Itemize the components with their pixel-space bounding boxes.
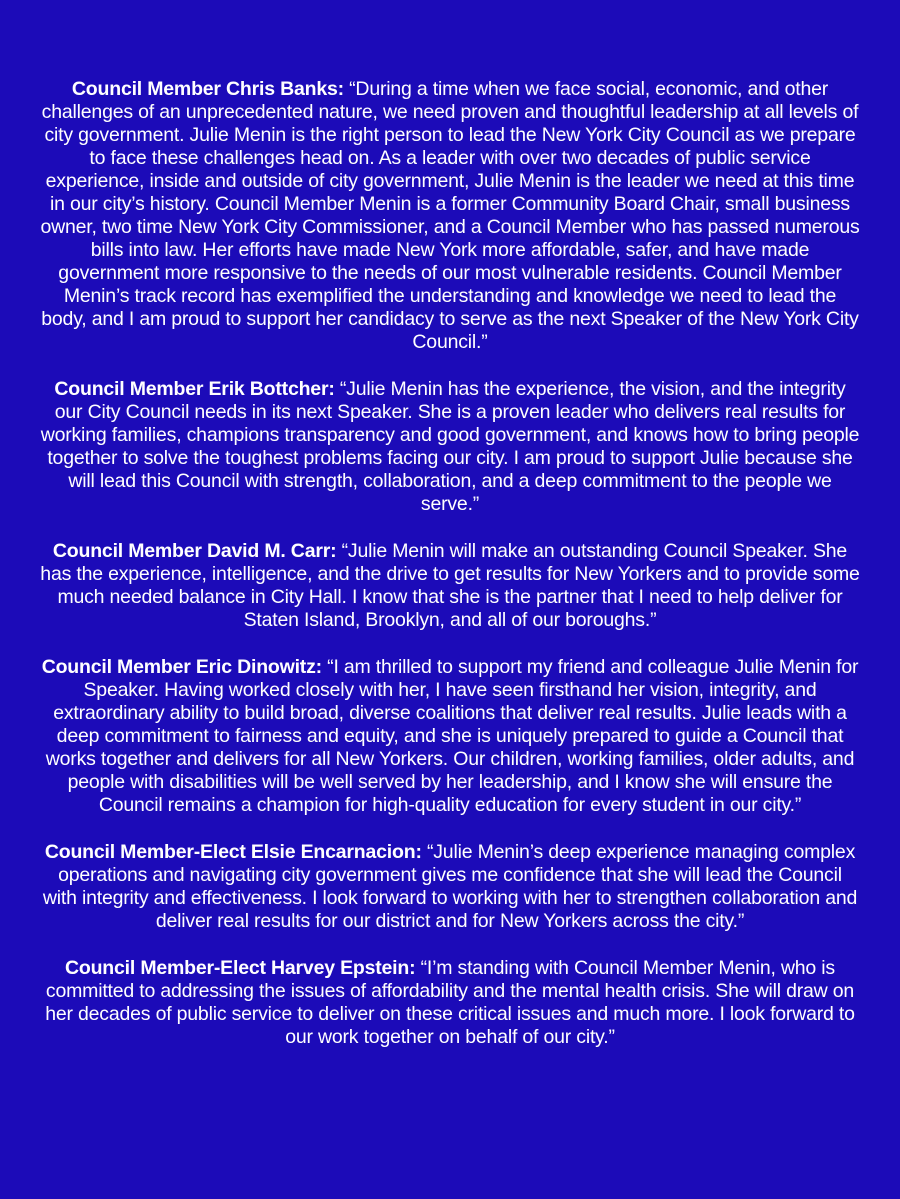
speaker-name: Council Member Chris Banks: bbox=[71, 78, 344, 100]
speaker-name: Council Member Eric Dinowitz: bbox=[41, 656, 322, 678]
speaker-name: Council Member-Elect Elsie Encarnacion: bbox=[44, 841, 422, 863]
quote-text: “Julie Menin has the experience, the vision, and the integrity our City Council needs in its next Speaker. She is a proven leader who delivers real results for working families, champions transparency and good government, and knows how to bring people together to solve the toughest problems facing our city. I am proud to support Julie because she will lead this Council with strength, collaboration, and a deep commitment to the people we serve.” bbox=[40, 378, 860, 515]
quote-david-carr bbox=[40, 540, 860, 632]
quote-erik-bottcher bbox=[40, 378, 860, 516]
quote-elsie-encarnacion bbox=[40, 841, 860, 933]
quote-text: “Julie Menin will make an outstanding Council Speaker. She has the experience, intelligence, and the drive to get results for New Yorkers and to provide some much needed balance in City Hall. I know that she is the partner that I need to help deliver for Staten Island, Brooklyn, and all of our boroughs.” bbox=[40, 540, 860, 631]
speaker-name: Council Member Erik Bottcher: bbox=[54, 378, 335, 400]
quote-harvey-epstein bbox=[40, 957, 860, 1049]
quote-text: “Julie Menin’s deep experience managing complex operations and navigating city government gives me confidence that she will lead the Council with integrity and effectiveness. I look forward to working with her to strengthen collaboration and deliver real results for our district and for New Yorkers across the city.” bbox=[42, 841, 858, 932]
quote-text: “I am thrilled to support my friend and colleague Julie Menin for Speaker. Having worked closely with her, I have seen firsthand her vision, integrity, and extraordinary ability to build broad, diverse coalitions that deliver real results. Julie leads with a deep commitment to fairness and equity, and she is uniquely prepared to guide a Council that works together and delivers for all New Yorkers. Our children, working families, older adults, and people with disabilities will be well served by her leadership, and I know she will ensure the Council remains a champion for high-quality education for every student in our city.” bbox=[45, 656, 859, 816]
quote-text: “During a time when we face social, economic, and other challenges of an unprecedented nature, we need proven and thoughtful leadership at all levels of city government. Julie Menin is the right person to lead the New York City Council as we prepare to face these challenges head on. As a leader with over two decades of public service experience, inside and outside of city government, Julie Menin is the leader we need at this time in our city’s history. Council Member Menin is a former Community Board Chair, small business owner, two time New York City Commissioner, and a Council Member who has passed numerous bills into law. Her efforts have made New York more affordable, safer, and have made government more responsive to the needs of our most vulnerable residents. Council Member Menin’s track record has exemplified the understanding and knowledge we need to lead the body, and I am proud to support her candidacy to serve as the next Speaker of the New York City Council.” bbox=[40, 78, 860, 353]
speaker-name: Council Member David M. Carr: bbox=[52, 540, 337, 562]
quote-text: “I’m standing with Council Member Menin, who is committed to addressing the issues of affordability and the mental health crisis. She will draw on her decades of public service to deliver on these critical issues and much more. I look forward to our work together on behalf of our city.” bbox=[45, 957, 855, 1048]
quote-eric-dinowitz bbox=[40, 656, 860, 817]
speaker-name: Council Member-Elect Harvey Epstein: bbox=[65, 957, 416, 979]
quote-chris-banks bbox=[40, 78, 860, 354]
